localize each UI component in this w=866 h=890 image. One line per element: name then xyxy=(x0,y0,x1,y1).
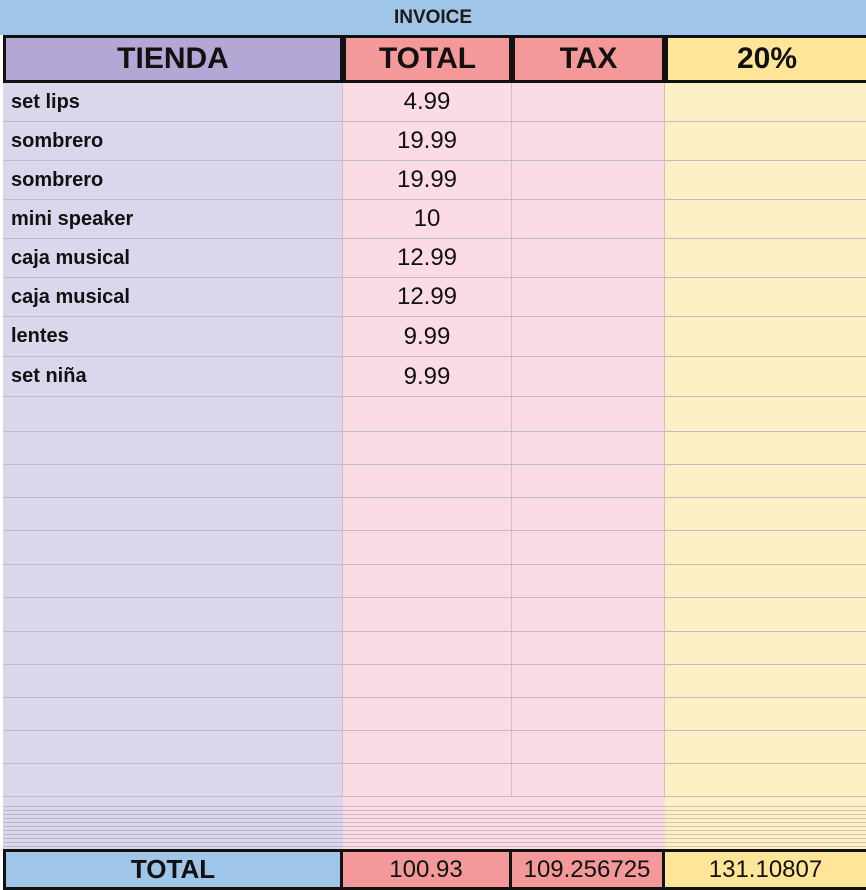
cell-percent[interactable] xyxy=(665,465,866,497)
cell-tax[interactable] xyxy=(512,632,665,664)
table-row xyxy=(3,632,866,665)
cell-percent[interactable] xyxy=(665,531,866,564)
cell-percent[interactable] xyxy=(665,698,866,730)
cell-percent[interactable] xyxy=(665,432,866,464)
cell-tax[interactable] xyxy=(512,357,665,396)
header-percent[interactable]: 20% xyxy=(665,35,866,83)
cell-tienda[interactable] xyxy=(3,665,343,697)
cell-total[interactable] xyxy=(343,764,512,796)
table-row xyxy=(3,83,866,122)
cell-total[interactable] xyxy=(343,598,512,631)
cell-total[interactable] xyxy=(343,531,512,564)
table-row xyxy=(3,531,866,565)
cell-total[interactable]: 19.99 xyxy=(343,161,512,199)
table-row xyxy=(3,278,866,317)
cell-tienda[interactable] xyxy=(3,465,343,497)
table-row xyxy=(3,764,866,797)
footer-total-value[interactable]: 100.93 xyxy=(343,849,512,890)
cell-total[interactable] xyxy=(343,632,512,664)
table-row xyxy=(3,465,866,498)
invoice-sheet xyxy=(0,35,866,890)
cell-tax[interactable] xyxy=(512,397,665,431)
cell-total[interactable]: 9.99 xyxy=(343,357,512,396)
cell-tienda[interactable] xyxy=(3,764,343,796)
table-row xyxy=(3,432,866,465)
cell-tax[interactable] xyxy=(512,731,665,763)
cell-total[interactable] xyxy=(343,465,512,497)
cell-tienda[interactable]: mini speaker xyxy=(3,200,343,238)
cell-total[interactable]: 10 xyxy=(343,200,512,238)
table-row xyxy=(3,731,866,764)
cell-tienda[interactable]: sombrero xyxy=(3,161,343,199)
footer-tax-value[interactable]: 109.256725 xyxy=(512,849,665,890)
cell-total[interactable] xyxy=(343,397,512,431)
table-row xyxy=(3,357,866,397)
header-tienda[interactable]: TIENDA xyxy=(3,35,343,83)
cell-percent[interactable] xyxy=(665,83,866,121)
cell-total[interactable]: 12.99 xyxy=(343,278,512,316)
cell-percent[interactable] xyxy=(665,161,866,199)
cell-tax[interactable] xyxy=(512,764,665,796)
cell-tax[interactable] xyxy=(512,665,665,697)
cell-tax[interactable] xyxy=(512,161,665,199)
cell-tax[interactable] xyxy=(512,565,665,597)
cell-percent[interactable] xyxy=(665,632,866,664)
cell-tienda[interactable] xyxy=(3,731,343,763)
cell-percent[interactable] xyxy=(665,565,866,597)
cell-total[interactable]: 9.99 xyxy=(343,317,512,356)
cell-tax[interactable] xyxy=(512,122,665,160)
footer-percent-value[interactable]: 131.10807 xyxy=(665,849,866,890)
cell-percent[interactable] xyxy=(665,397,866,431)
cell-percent[interactable] xyxy=(665,764,866,796)
header-tax[interactable]: TAX xyxy=(512,35,665,83)
cell-tax[interactable] xyxy=(512,432,665,464)
cell-tienda[interactable] xyxy=(3,565,343,597)
table-row xyxy=(3,665,866,698)
table-row xyxy=(3,122,866,161)
cell-tax[interactable] xyxy=(512,239,665,277)
cell-tienda[interactable] xyxy=(3,531,343,564)
cell-percent[interactable] xyxy=(665,122,866,160)
frozen-row-divider xyxy=(3,803,866,849)
cell-total[interactable] xyxy=(343,698,512,730)
cell-percent[interactable] xyxy=(665,598,866,631)
table-row xyxy=(3,161,866,200)
cell-tienda[interactable] xyxy=(3,632,343,664)
table-row xyxy=(3,565,866,598)
cell-percent[interactable] xyxy=(665,200,866,238)
cell-tienda[interactable] xyxy=(3,397,343,431)
cell-total[interactable] xyxy=(343,498,512,530)
cell-tienda[interactable] xyxy=(3,698,343,730)
table-row xyxy=(3,200,866,239)
cell-tax[interactable] xyxy=(512,698,665,730)
table-row xyxy=(3,239,866,278)
sheet-title: INVOICE xyxy=(0,0,866,35)
cell-total[interactable] xyxy=(343,731,512,763)
cell-percent[interactable] xyxy=(665,357,866,396)
cell-tax[interactable] xyxy=(512,465,665,497)
cell-total[interactable]: 12.99 xyxy=(343,239,512,277)
cell-percent[interactable] xyxy=(665,239,866,277)
cell-tienda[interactable]: sombrero xyxy=(3,122,343,160)
cell-tienda[interactable]: lentes xyxy=(3,317,343,356)
totals-row xyxy=(0,849,866,890)
cell-percent[interactable] xyxy=(665,731,866,763)
cell-percent[interactable] xyxy=(665,665,866,697)
header-total[interactable]: TOTAL xyxy=(343,35,512,83)
cell-tienda[interactable]: caja musical xyxy=(3,278,343,316)
cell-total[interactable] xyxy=(343,565,512,597)
cell-percent[interactable] xyxy=(665,498,866,530)
footer-total-label[interactable]: TOTAL xyxy=(3,849,343,890)
table-row xyxy=(3,397,866,432)
cell-tax[interactable] xyxy=(512,200,665,238)
cell-percent[interactable] xyxy=(665,278,866,316)
cell-tienda[interactable] xyxy=(3,432,343,464)
cell-tienda[interactable]: caja musical xyxy=(3,239,343,277)
cell-total[interactable]: 4.99 xyxy=(343,83,512,121)
cell-tax[interactable] xyxy=(512,83,665,121)
cell-tax[interactable] xyxy=(512,278,665,316)
cell-tax[interactable] xyxy=(512,598,665,631)
table-row xyxy=(3,598,866,632)
cell-tax[interactable] xyxy=(512,531,665,564)
cell-total[interactable] xyxy=(343,432,512,464)
table-row xyxy=(3,317,866,357)
cell-tax[interactable] xyxy=(512,317,665,356)
cell-percent[interactable] xyxy=(665,317,866,356)
cell-tienda[interactable] xyxy=(3,498,343,530)
cell-total[interactable]: 19.99 xyxy=(343,122,512,160)
cell-tienda[interactable] xyxy=(3,598,343,631)
cell-tienda[interactable]: set niña xyxy=(3,357,343,396)
cell-tienda[interactable]: set lips xyxy=(3,83,343,121)
table-row xyxy=(3,498,866,531)
table-row xyxy=(3,698,866,731)
cell-total[interactable] xyxy=(343,665,512,697)
cell-tax[interactable] xyxy=(512,498,665,530)
